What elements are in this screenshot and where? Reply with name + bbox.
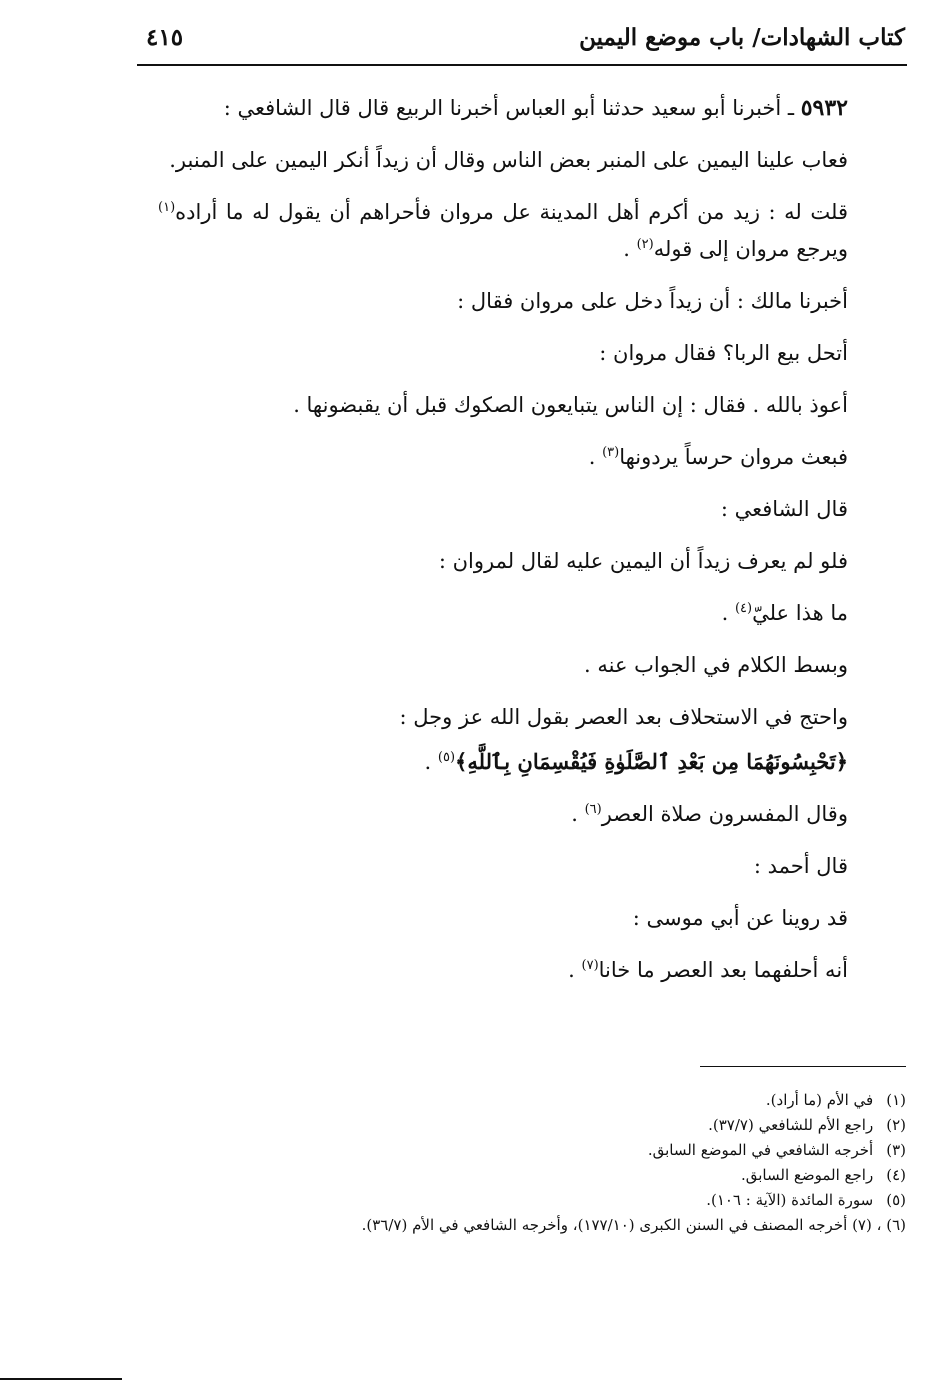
footnote-ref-6[interactable]: (٦) [584, 802, 602, 817]
footnote-number: (٢) [886, 1116, 906, 1134]
paragraph-text: . [588, 445, 603, 469]
paragraph-exegetes [158, 796, 848, 833]
footnote-number: (١) [886, 1091, 906, 1109]
paragraph-guards [158, 439, 848, 476]
footnote-ref-2[interactable]: (٢) [636, 237, 654, 252]
footnote-text: أخرجه الشافعي في الموضع السابق. [647, 1141, 874, 1159]
footnote-number: (٥) [886, 1191, 906, 1209]
paragraph-text: . [623, 237, 637, 261]
paragraph-quote [158, 595, 848, 632]
paragraph-argument: فلو لم يعرف زيداً أن اليمين عليه لقال لمروان : [438, 549, 848, 573]
paragraph-question: أتحل بيع الربا؟ فقال مروان : [599, 341, 848, 365]
footnote-text: سورة المائدة (الآية : ١٠٦). [706, 1191, 874, 1209]
footnote-6-7 [146, 1213, 906, 1238]
paragraph-objection: فعاب علينا اليمين على المنبر بعض الناس وقال أن زيداً أنكر اليمين على المنبر. [169, 148, 848, 172]
hadith-number: ٥٩٣٢ [800, 95, 848, 121]
main-text [158, 90, 848, 1004]
paragraph-text: وقال المفسرون صلاة العصر [601, 802, 848, 826]
paragraph-text: . [721, 601, 735, 625]
quran-verse: ﴿تَحْبِسُونَهُمَا مِن بَعْدِ ٱلصَّلَوٰةِ فَيُقْسِمَانِ بِٱللَّهِ﴾ [455, 749, 848, 774]
paragraph-quran-verse [158, 743, 848, 781]
paragraph-answer: أعوذ بالله . فقال : إن الناس يتبايعون الصكوك قبل أن يقبضونها . [293, 393, 848, 417]
paragraph-abu-musa: قد روينا عن أبي موسى : [632, 906, 848, 930]
footnote-text: أخرجه المصنف في السنن الكبرى (١٧٧/١٠)، وأخرجه الشافعي في الأم (٣٦/٧). [361, 1216, 848, 1234]
paragraph-discussion: وبسط الكلام في الجواب عنه . [584, 653, 848, 677]
footnote-ref-4[interactable]: (٤) [734, 601, 753, 616]
header-rule [137, 64, 907, 66]
footnote-3 [146, 1138, 906, 1163]
footnotes [146, 1088, 906, 1238]
paragraph-text: فبعث مروان حرساً يردونها [619, 445, 848, 469]
paragraph-text: أنه أحلفهما بعد العصر ما خانا [598, 958, 848, 982]
footnote-text: راجع الأم للشافعي (٣٧/٧). [708, 1116, 874, 1134]
footnote-5 [146, 1188, 906, 1213]
footnote-number: (٦) ، (٧) [852, 1216, 906, 1234]
paragraph-text: ما هذا عليّ [752, 601, 848, 625]
footnote-4 [146, 1163, 906, 1188]
paragraph-text: ـ أخبرنا أبو سعيد حدثنا أبو العباس أخبرنا الربيع قال قال الشافعي : [223, 96, 801, 120]
footnote-ref-3[interactable]: (٣) [602, 445, 620, 460]
paragraph-reply [158, 194, 848, 268]
footnote-number: (٤) [886, 1166, 906, 1184]
footnote-1 [146, 1088, 906, 1113]
paragraph-ahmad: قال أحمد : [753, 854, 848, 878]
footnote-separator [700, 1066, 906, 1067]
footnote-text: في الأم (ما أراد). [765, 1091, 874, 1109]
footnote-number: (٣) [886, 1141, 906, 1159]
footnote-ref-1[interactable]: (١) [158, 200, 176, 215]
chapter-title: كتاب الشهادات/ باب موضع اليمين [579, 24, 905, 51]
footnote-ref-7[interactable]: (٧) [581, 958, 599, 973]
running-header [140, 24, 905, 62]
page-number: ٤١٥ [146, 24, 184, 51]
paragraph-shafii: قال الشافعي : [720, 497, 848, 521]
paragraph-hadith-5932 [158, 90, 848, 127]
paragraph-text: . [568, 958, 582, 982]
footnote-ref-5[interactable]: (٥) [437, 750, 456, 765]
paragraph-text: ويرجع مروان إلى قوله [653, 237, 848, 261]
paragraph-text: . [424, 750, 438, 774]
paragraph-asr-oath: واحتج في الاستحلاف بعد العصر بقول الله عز وجل : [399, 705, 848, 729]
paragraph-oath-after-asr [158, 952, 848, 989]
footnote-text: راجع الموضع السابق. [740, 1166, 874, 1184]
paragraph-text: . [571, 802, 585, 826]
scan-edge-line [0, 1378, 122, 1380]
footnote-2 [146, 1113, 906, 1138]
paragraph-text: قلت له : زيد من أكرم أهل المدينة عل مروان فأحراهم أن يقول له ما أراده [175, 200, 848, 224]
paragraph-malik: أخبرنا مالك : أن زيداً دخل على مروان فقال : [457, 289, 848, 313]
